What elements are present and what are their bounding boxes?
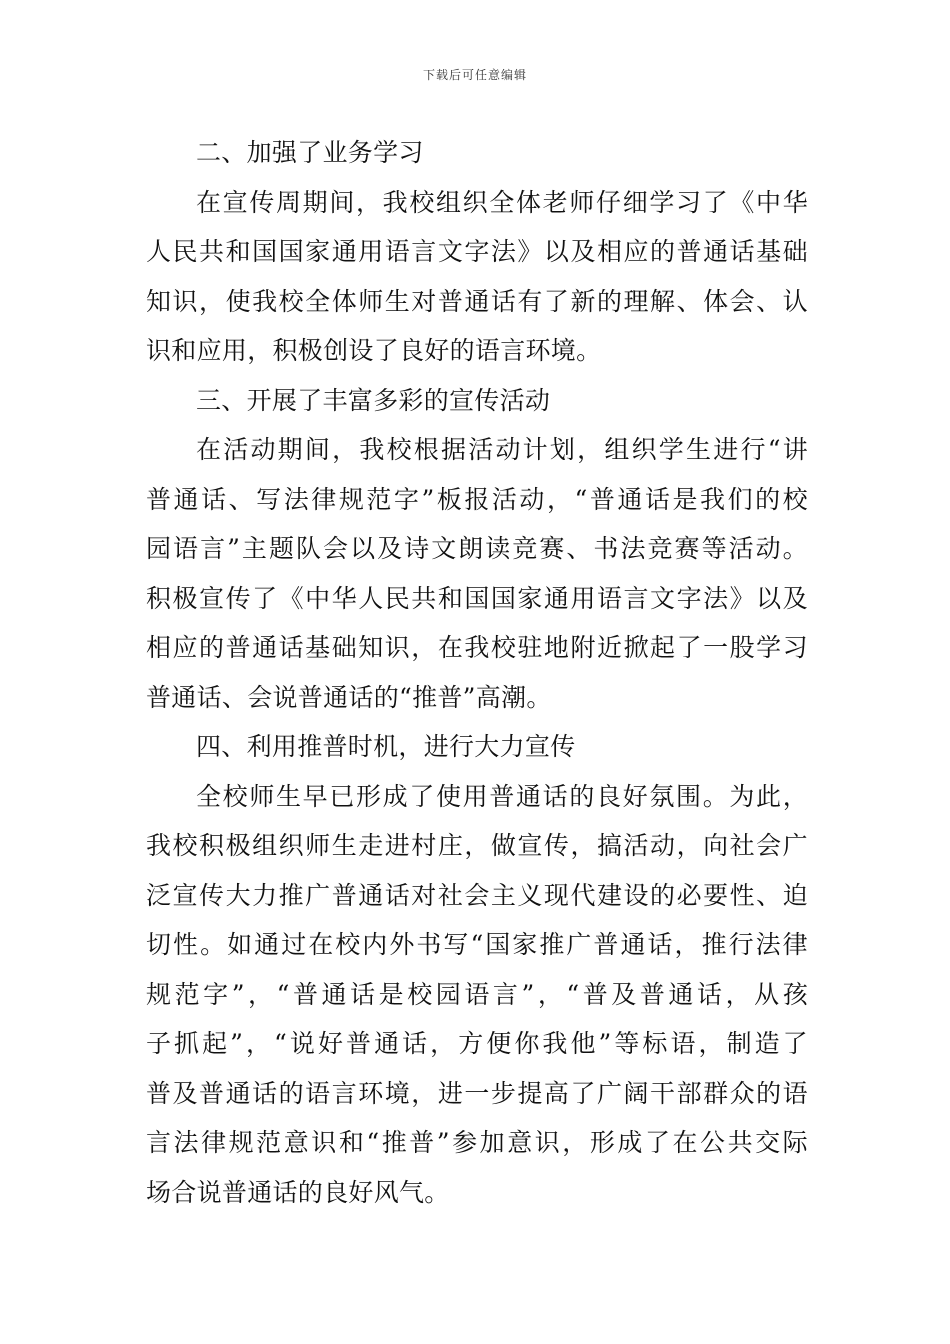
paragraph-line: 全校师生早已形成了使用普通话的良好氛围。为此，: [196, 781, 808, 811]
paragraph-line: 相应的普通话基础知识，在我校驻地附近掀起了一股学习: [146, 633, 808, 662]
paragraph-line: 在宣传周期间，我校组织全体老师仔细学习了《中华: [196, 187, 808, 217]
paragraph-line: 普及普通话的语言环境，进一步提高了广阔干部群众的语: [146, 1078, 808, 1108]
paragraph-line: 切性。如通过在校内外书写“国家推广普通话，推行法律: [146, 930, 808, 959]
section-heading-2: 二、加强了业务学习: [196, 138, 424, 167]
document-body: [146, 128, 808, 1217]
paragraph-line: 泛宣传大力推广普通话对社会主义现代建设的必要性、迫: [146, 880, 808, 910]
paragraph-line: 知识，使我校全体师生对普通话有了新的理解、体会、认: [146, 286, 808, 316]
paragraph-line: 人民共和国国家通用语言文字法》以及相应的普通话基础: [146, 237, 808, 266]
paragraph-line: 场合说普通话的良好风气。: [146, 1177, 450, 1207]
paragraph-line: 言法律规范意识和“推普”参加意识，形成了在公共交际: [146, 1128, 808, 1157]
paragraph-line: 识和应用，积极创设了良好的语言环境。: [146, 336, 602, 365]
paragraph-line: 园语言”主题队会以及诗文朗读竞赛、书法竞赛等活动。: [146, 534, 808, 563]
paragraph-line: 我校积极组织师生走进村庄，做宣传，搞活动，向社会广: [146, 831, 808, 860]
paragraph-line: 普通话、写法律规范字”板报活动，“普通话是我们的校: [146, 484, 808, 514]
header-note: 下载后可任意编辑: [422, 68, 527, 82]
paragraph-line: 积极宣传了《中华人民共和国国家通用语言文字法》以及: [146, 583, 808, 613]
paragraph-line: 规范字”，“普通话是校园语言”，“普及普通话，从孩: [146, 979, 808, 1009]
paragraph-line: 普通话、会说普通话的“推普”高潮。: [146, 682, 552, 712]
paragraph-line: 子抓起”，“说好普通话，方便你我他”等标语，制造了: [146, 1029, 808, 1058]
section-heading-4: 四、利用推普时机，进行大力宣传: [196, 732, 576, 761]
section-heading-3: 三、开展了丰富多彩的宣传活动: [196, 385, 551, 415]
paragraph-line: 在活动期间，我校根据活动计划，组织学生进行“讲: [196, 435, 808, 464]
